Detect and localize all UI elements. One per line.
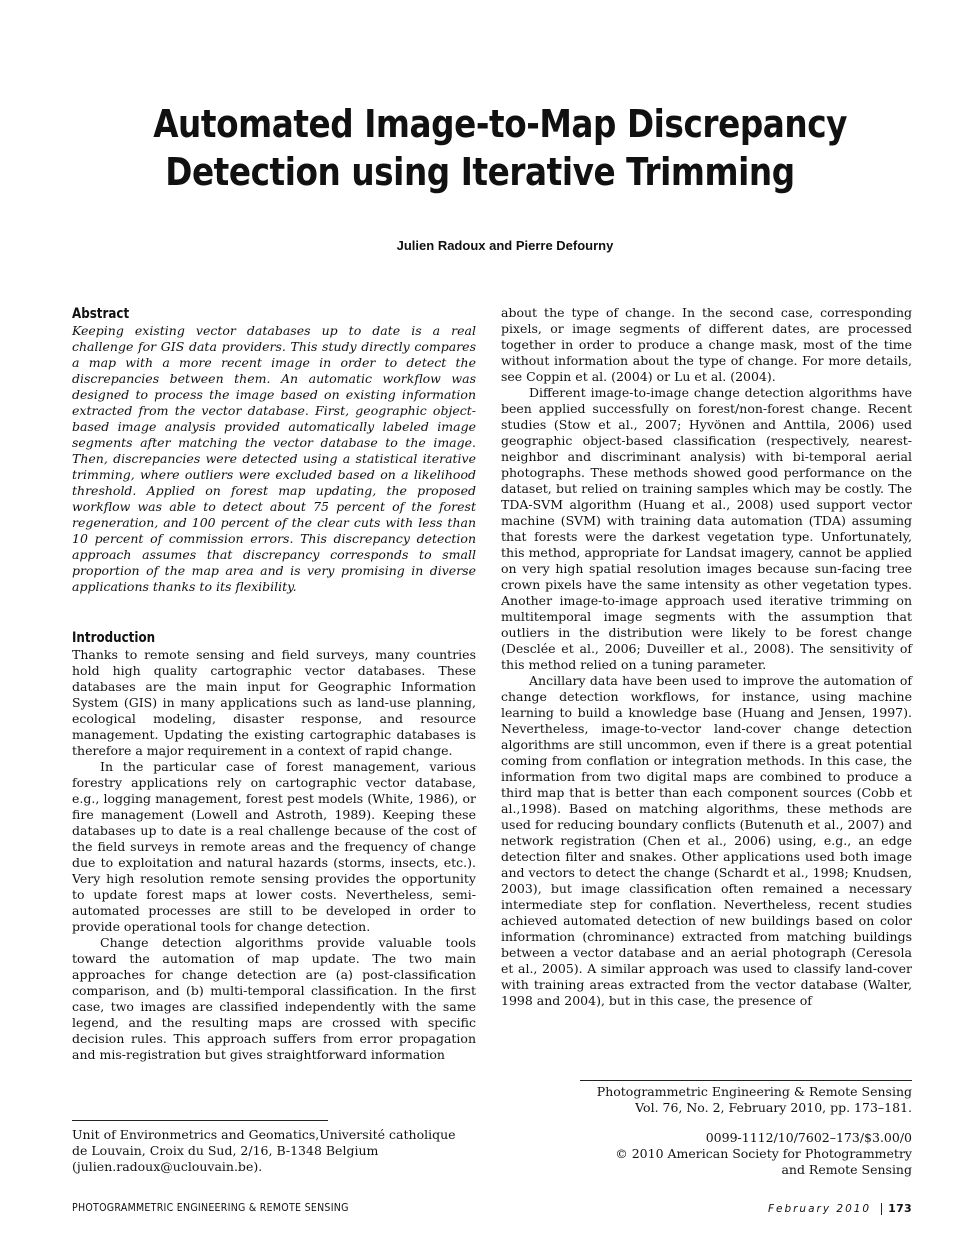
copyright-line: © 2010 American Society for Photogrammetry xyxy=(615,1146,912,1161)
author-names: Julien Radoux and Pierre Defourny xyxy=(396,238,614,253)
introduction-heading: Introduction xyxy=(72,630,156,646)
intro-paragraph-3: Change detection algorithms provide valuable tools toward the automation of map update. The two main approaches for change detection are (a) post-classification comparison, and (b) multi-temporal classification. In the first case, two images are classified independently with the same legend, and the resulting maps are crossed with specific decision rules. This approach suffers from error propagation and mis-registration but gives straightforward information xyxy=(72,935,476,1062)
right-paragraph-1: about the type of change. In the second case, corresponding pixels, or image segments of different dates, are processed together in order to produce a change mask, most of the time without information about the type of change. For more details, see Coppin et al. (2004) or Lu et al. (2004). xyxy=(501,305,912,384)
right-column xyxy=(501,305,912,1009)
title-line-2: Detection using Iterative Trimming xyxy=(165,150,795,194)
footnote-line-2: de Louvain, Croix du Sud, 2/16, B-1348 Belgium xyxy=(72,1143,379,1158)
introduction-section xyxy=(72,629,476,1063)
footnote-divider xyxy=(72,1120,328,1121)
pubinfo-divider xyxy=(580,1080,912,1081)
title-line-1: Automated Image-to-Map Discrepancy xyxy=(153,102,848,146)
affiliation-footnote xyxy=(72,1127,482,1175)
volume-info: Vol. 76, No. 2, February 2010, pp. 173–181. xyxy=(635,1100,912,1115)
footer-separator xyxy=(881,1203,882,1215)
article-code: 0099-1112/10/7602–173/$3.00/0 xyxy=(705,1130,912,1145)
abstract-text: Keeping existing vector databases up to date is a real challenge for GIS data providers. This study directly compares a map with a more recent image in order to detect the discrepancies between them. An automatic workflow was designed to process the image based on existing information extracted from the vector database. First, geographic object-based image analysis provided automatically labeled image segments after matching the vector database to the image. Then, discrepancies were detected using a statistical iterative trimming, where outliers were excluded based on a likelihood threshold. Applied on forest map updating, the proposed workflow was able to detect about 75 percent of the forest regeneration, and 100 percent of the clear cuts with less than 10 percent of commission errors. This discrepancy detection approach assumes that discrepancy corresponds to small proportion of the map area and is very promising in diverse applications thanks to its flexibility. xyxy=(72,323,476,594)
paper-title xyxy=(153,100,848,196)
footer-page-info xyxy=(768,1202,912,1215)
footnote-line-3: (julien.radoux@uclouvain.be). xyxy=(72,1159,263,1174)
intro-paragraph-2: In the particular case of forest management, various forestry applications rely on cartographic vector database, e.g., logging management, forest pest models (White, 1986), or fire management (Lowell and Astroth, 1989). Keeping these databases up to date is a real challenge because of the cost of the field surveys in remote areas and the frequency of change due to exploitation and natural hazards (storms, insects, etc.). Very high resolution remote sensing provides the opportunity to update forest maps at lower costs. Nevertheless, semi-automated processes are still to be developed in order to provide operational tools for change detection. xyxy=(72,759,476,934)
left-column xyxy=(72,305,476,595)
right-paragraph-3: Ancillary data have been used to improve the automation of change detection workflows, for instance, using machine learning to build a knowledge base (Huang and Jensen, 1997). Nevertheless, image-to-vector land-cover change detection algorithms are still uncommon, even if there is a great potential coming from conflation or integration methods. In this case, the information from two digital maps are combined to produce a third map that is better than each component sources (Cobb et al.,1998). Based on matching algorithms, these methods are used for reducing boundary conflicts (Butenuth et al., 2007) and network registration (Chen et al., 2006) using, e.g., an edge detection filter and snakes. Other applications used both image and vectors to detect the change (Schardt et al., 1998; Knudsen, 2003), but image classification often remained a necessary intermediate step for conflation. Nevertheless, recent studies achieved automated detection of new buildings based on color information (chrominance) extracted from matching buildings between a vector database and an aerial photograph (Ceresola et al., 2005). A similar approach was used to classify land-cover with training areas extracted from the vector database (Walter, 1998 and 2004), but in this case, the presence of xyxy=(501,673,912,1008)
journal-name: Photogrammetric Engineering & Remote Sensing xyxy=(596,1084,912,1099)
publication-info xyxy=(560,1084,912,1178)
copyright-line-2: and Remote Sensing xyxy=(781,1162,912,1177)
page-number: 173 xyxy=(888,1202,912,1215)
abstract-heading: Abstract xyxy=(72,306,130,322)
right-paragraph-2: Different image-to-image change detection algorithms have been applied successfully on forest/non-forest change. Recent studies (Stow et al., 2007; Hyvönen and Anttila, 2006) used geographic object-based classification (respectively, nearest-neighbor and discriminant analysis) with bi-temporal aerial photographs. These methods showed good performance on the dataset, but relied on training samples which may be costly. The TDA-SVM algorithm (Huang et al., 2008) used support vector machine (SVM) with training data automation (TDA) assuming that forests were the darkest vegetation type. Unfortunately, this method, appropriate for Landsat imagery, cannot be applied on very high spatial resolution images because sun-facing tree crown pixels have the same intensity as other vegetation types. Another image-to-image approach used iterative trimming on multitemporal image segments with the assumption that outliers in the distribution were likely to be forest change (Desclée et al., 2006; Duveiller et al., 2008). The sensitivity of this method relied on a tuning parameter. xyxy=(501,385,912,672)
footer-issue-date: February 2010 xyxy=(767,1203,872,1215)
intro-paragraph-1: Thanks to remote sensing and field surveys, many countries hold high quality cartographic vector databases. These databases are the main input for Geographic Information System (GIS) in many applications such as land-use planning, ecological modeling, disaster response, and resource management. Updating the existing cartographic databases is therefore a major requirement in a context of rapid change. xyxy=(72,647,476,758)
footer-journal-name: PHOTOGRAMMETRIC ENGINEERING & REMOTE SENSING xyxy=(72,1202,349,1214)
footnote-line-1: Unit of Environmetrics and Geomatics,Université catholique xyxy=(72,1127,456,1142)
